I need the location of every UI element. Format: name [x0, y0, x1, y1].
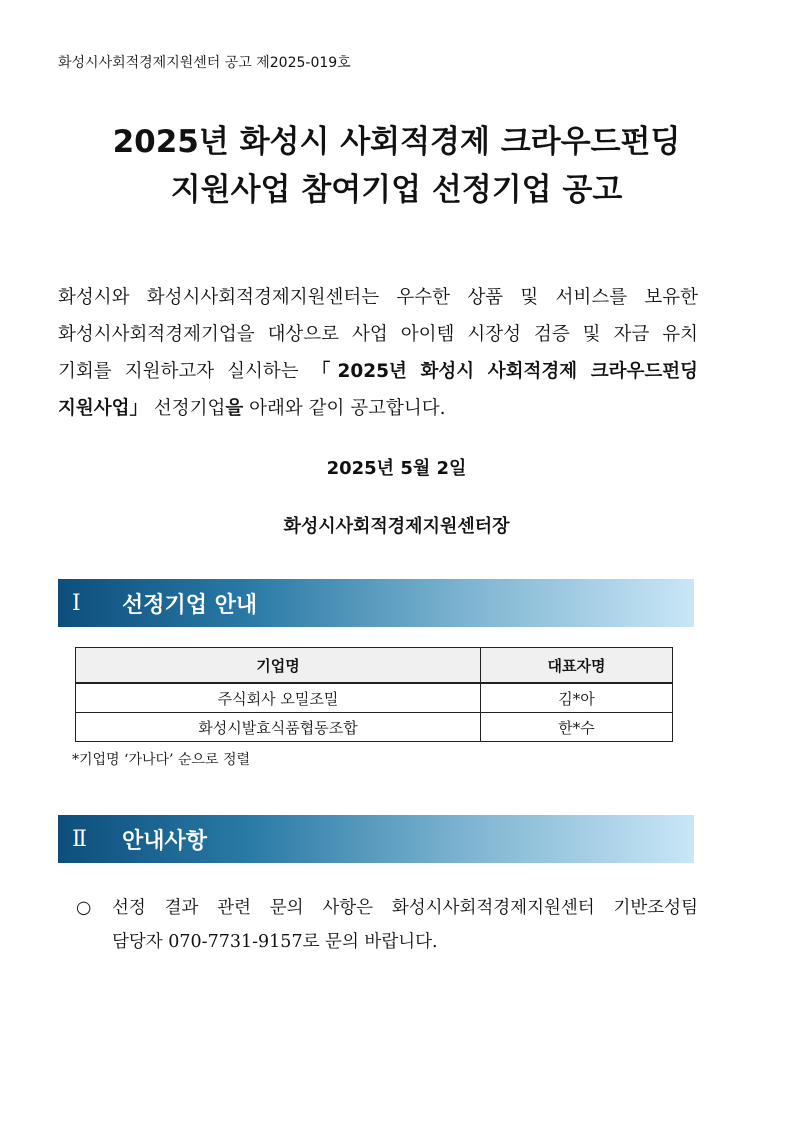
intro-line3	[58, 353, 698, 390]
intro-line4-bold2: 을	[225, 398, 244, 419]
intro-line4-bold: 지원사업」	[58, 398, 148, 419]
inquiry-line1: 선정 결과 관련 문의 사항은 화성시사회적경제지원센터 기반조성팀	[112, 898, 698, 918]
section-number: Ⅰ	[72, 590, 81, 616]
organization-signature: 화성시사회적경제지원센터장	[283, 516, 510, 537]
intro-line4-plain1: 선정기업	[148, 398, 226, 419]
column-header-company: 기업명	[76, 648, 481, 684]
section-number: Ⅱ	[72, 826, 87, 852]
section-title: 안내사항	[122, 828, 208, 854]
table-note: *기업명 ‘가나다’ 순으로 정렬	[72, 752, 251, 768]
company-name-cell: 주식회사 오밀조밀	[76, 683, 481, 713]
table-row	[76, 713, 673, 742]
inquiry-item	[76, 891, 698, 959]
selected-companies-table	[75, 647, 673, 742]
page-title	[0, 118, 793, 214]
intro-line4	[58, 390, 698, 427]
inquiry-text	[76, 891, 698, 959]
page-title-line1: 2025년 화성시 사회적경제 크라우드펀딩	[112, 124, 681, 160]
representative-cell: 한*수	[481, 713, 673, 742]
section-header-guidance	[58, 815, 694, 863]
announcement-date: 2025년 5월 2일	[326, 458, 467, 479]
intro-paragraph	[58, 279, 698, 427]
intro-line1: 화성시와 화성시사회적경제지원센터는 우수한 상품 및 서비스를 보유한	[58, 287, 698, 308]
notice-number: 화성시사회적경제지원센터 공고 제2025-019호	[58, 55, 351, 71]
intro-line2: 화성시사회적경제기업을 대상으로 사업 아이템 시장성 검증 및 자금 유치	[58, 324, 698, 345]
table-row	[76, 683, 673, 713]
table-header-row	[76, 648, 673, 684]
intro-line3-plain: 기회를 지원하고자 실시하는	[58, 361, 312, 382]
intro-line4-plain2: 아래와 같이 공고합니다.	[243, 398, 446, 419]
page-title-line2: 지원사업 참여기업 선정기업 공고	[170, 172, 623, 208]
intro-line3-bold: 「2025년 화성시 사회적경제 크라우드펀딩	[311, 361, 698, 382]
column-header-representative: 대표자명	[481, 648, 673, 684]
representative-cell: 김*아	[481, 683, 673, 713]
section-title: 선정기업 안내	[122, 592, 258, 618]
company-name-cell: 화성시발효식품협동조합	[76, 713, 481, 742]
section-header-selected-companies	[58, 579, 694, 627]
circle-bullet-icon: ○	[76, 898, 92, 918]
inquiry-line2: 담당자 070-7731-9157로 문의 바랍니다.	[112, 932, 438, 952]
